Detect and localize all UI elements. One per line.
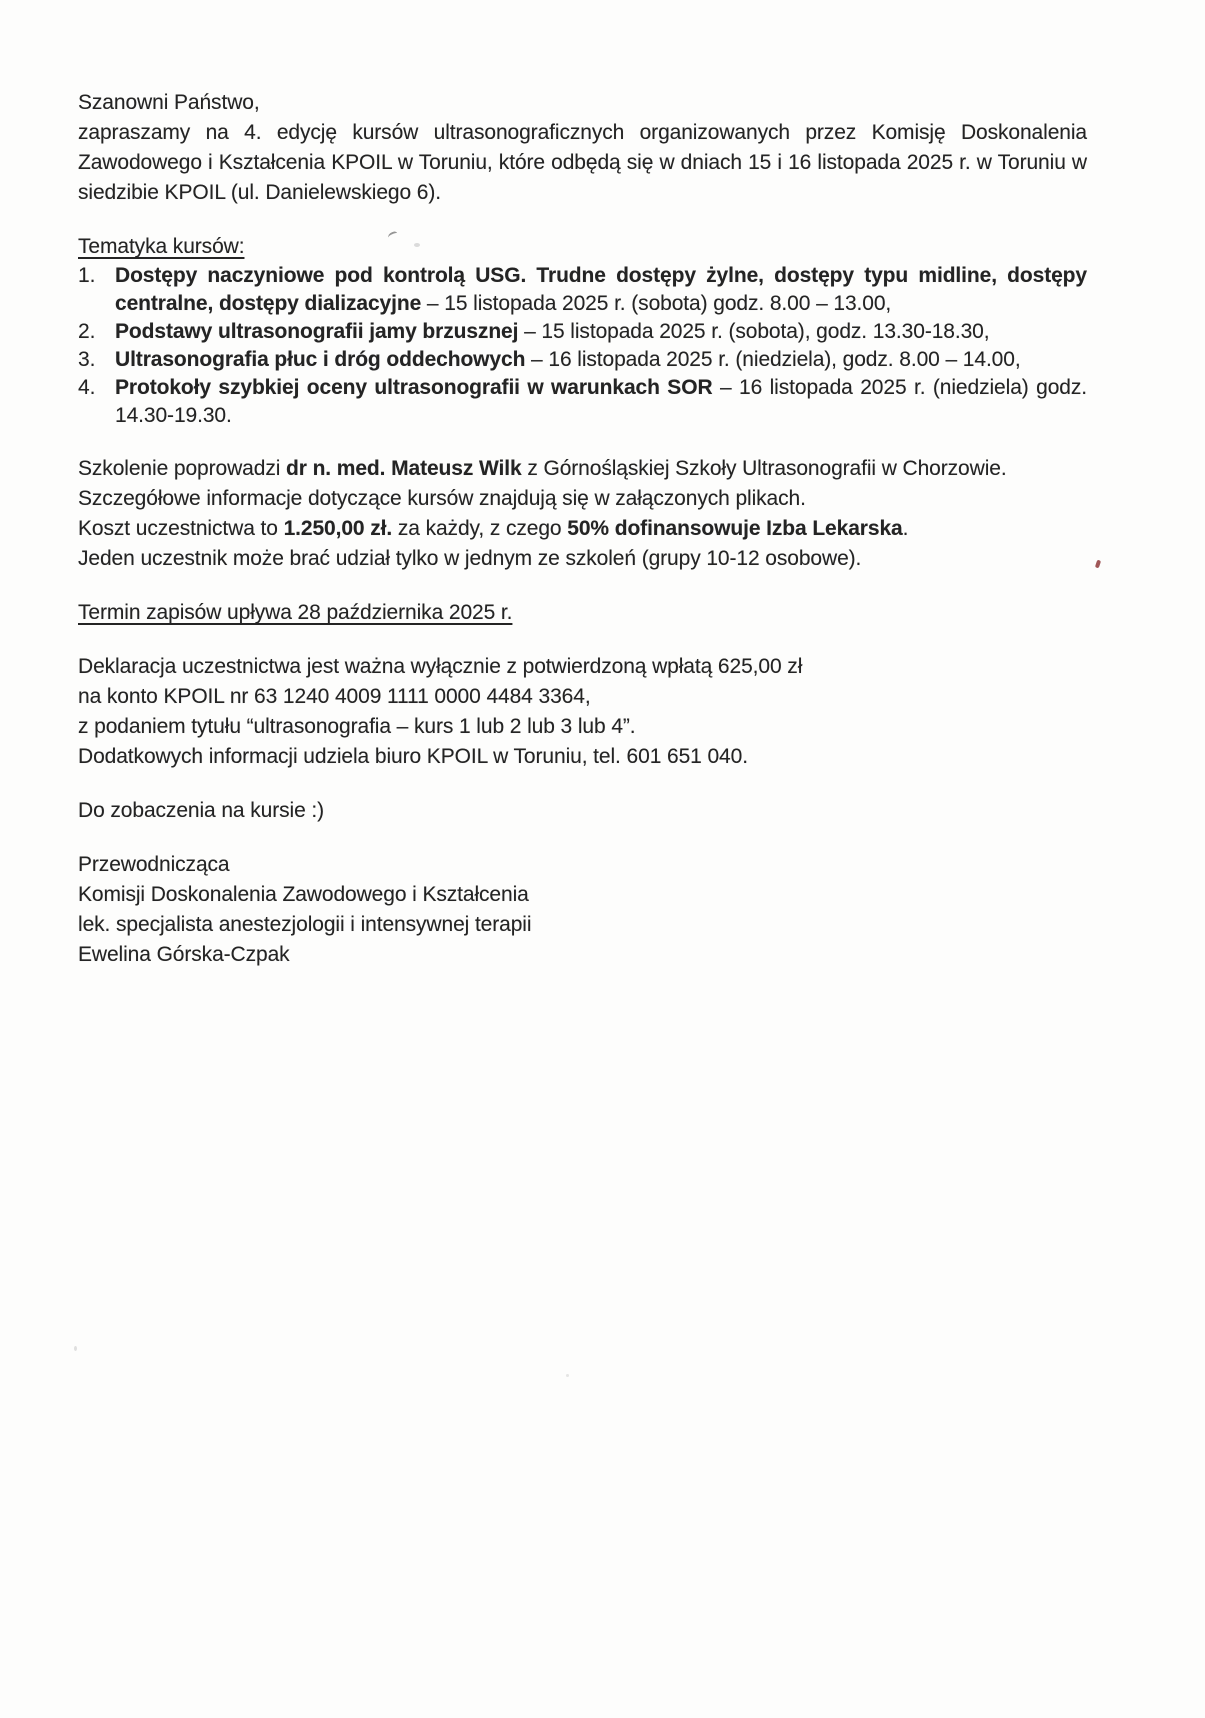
course-number: 3. [78,348,96,371]
course-item-3 [78,346,1087,374]
course-item-4 [78,374,1087,430]
course-list [78,262,1087,430]
course-item-2 [78,318,1087,346]
course-number: 2. [78,320,96,343]
signature-block [78,850,1087,970]
course-title: Protokoły szybkiej oceny ultrasonografii w warunkach SOR [115,376,713,399]
cost-end: . [902,517,909,540]
payment-line-4: Dodatkowych informacji udziela biuro KPOIL w Toruniu, tel. 601 651 040. [78,745,748,768]
payment-line-3: z podaniem tytułu “ultrasonografia – kurs 1 lub 2 lub 3 lub 4”. [78,715,636,738]
course-title: Ultrasonografia płuc i dróg oddechowych [115,348,526,371]
greeting: Szanowni Państwo, [78,91,260,114]
course-title: Podstawy ultrasonografii jamy brzusznej [115,320,519,343]
deadline-heading: Termin zapisów upływa 28 października 2025 r. [78,601,513,624]
course-text [115,318,1087,346]
course-number: 4. [78,376,96,399]
course-item-1 [78,262,1087,318]
courses-heading: Tematyka kursów: [78,235,245,258]
funding-bold: 50% dofinansowuje Izba Lekarska [567,517,903,540]
course-text [115,374,1087,430]
signature-role: Przewodnicząca [78,853,230,876]
closing-line: Do zobaczenia na kursie :) [78,799,325,822]
course-schedule: – 16 listopada 2025 r. (niedziela) godz. 14.30-19.30. [115,376,1087,427]
cost-mid: za każdy, z czego [392,517,568,540]
signature-specialty: lek. specjalista anestezjologii i intensywnej terapii [78,913,532,936]
payment-line-2: na konto KPOIL nr 63 1240 4009 1111 0000 4484 3364, [78,685,591,708]
intro-paragraph: zapraszamy na 4. edycję kursów ultrasonograficznych organizowanych przez Komisję Doskonalenia Zawodowego i Kształcenia KPOIL w Toruniu, które odbędą się w dniach 15 i 16 listopada 2025 r. w Toruniu w siedzibie KPOIL (ul. Danielewskiego 6). [78,121,1087,204]
signature-name: Ewelina Górska-Czpak [78,943,290,966]
info-line: Szczegółowe informacje dotyczące kursów znajdują się w załączonych plikach. [78,487,806,510]
course-title: Dostępy naczyniowe pod kontrolą USG. Trudne dostępy żylne, dostępy typu midline, dostępy centralne, dostępy dializacyjne [115,264,1087,315]
course-text [115,262,1087,318]
trainer-post: z Górnośląskiej Szkoły Ultrasonografii w Chorzowie. [521,457,1007,480]
course-schedule: – 16 listopada 2025 r. (niedziela), godz. 8.00 – 14.00, [525,348,1021,371]
payment-block [78,652,1087,772]
signature-committee: Komisji Doskonalenia Zawodowego i Kształcenia [78,883,529,906]
cost-pre: Koszt uczestnictwa to [78,517,284,540]
course-schedule: – 15 listopada 2025 r. (sobota), godz. 13.30-18.30, [518,320,990,343]
trainer-name: dr n. med. Mateusz Wilk [286,457,522,480]
cost-line [78,514,1087,544]
letter-body [78,88,1087,970]
trainer-paragraph [78,454,1087,484]
course-text [115,346,1087,374]
scan-speck-faint [74,1346,77,1351]
scan-speck-red [1095,560,1101,569]
trainer-pre: Szkolenie poprowadzi [78,457,287,480]
course-number: 1. [78,264,96,287]
groups-line: Jeden uczestnik może brać udział tylko w jednym ze szkoleń (grupy 10-12 osobowe). [78,547,862,570]
scan-speck-faint [566,1374,569,1377]
course-schedule: – 15 listopada 2025 r. (sobota) godz. 8.00 – 13.00, [421,292,892,315]
price-bold: 1.250,00 zł. [283,517,393,540]
payment-line-1: Deklaracja uczestnictwa jest ważna wyłącznie z potwierdzoną wpłatą 625,00 zł [78,655,803,678]
